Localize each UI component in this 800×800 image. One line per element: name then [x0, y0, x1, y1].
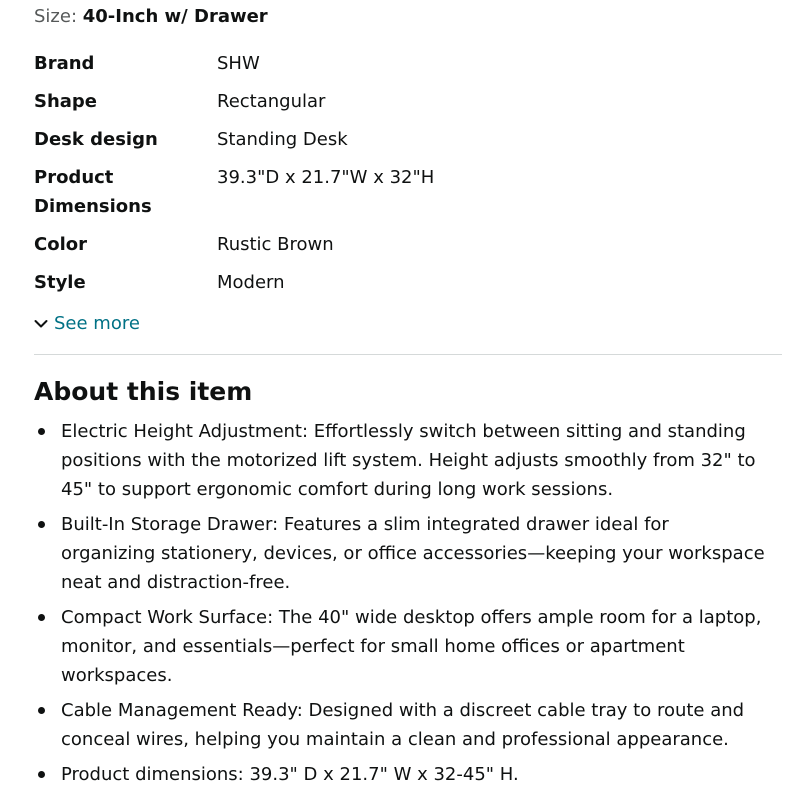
bullet-dot-icon [38, 428, 45, 435]
spec-value: SHW [217, 53, 260, 74]
section-divider [34, 354, 782, 355]
bullet-dot-icon [38, 521, 45, 528]
about-this-item-heading: About this item [34, 377, 253, 406]
spec-label: Style [34, 272, 86, 293]
bullet-text-line: positions with the motorized lift system. Height adjusts smoothly from 32" to [61, 450, 756, 471]
bullet-dot-icon [38, 771, 45, 778]
spec-label-line: Dimensions [34, 196, 152, 217]
size-label: Size: [34, 6, 78, 27]
spec-row-shape [34, 87, 734, 116]
bullet-item [34, 417, 786, 504]
bullet-item [34, 760, 786, 789]
spec-label-line: Product [34, 167, 114, 188]
spec-row-style [34, 268, 734, 297]
bullet-text-line: Built-In Storage Drawer: Features a slim integrated drawer ideal for [61, 514, 669, 535]
spec-row-brand [34, 49, 734, 78]
see-more-link[interactable] [34, 312, 140, 336]
bullet-dot-icon [38, 614, 45, 621]
spec-label: Brand [34, 53, 95, 74]
spec-row-product-dimensions [34, 163, 734, 221]
spec-row-desk-design [34, 125, 734, 154]
bullet-text-line: workspaces. [61, 665, 173, 686]
chevron-down-icon [34, 319, 48, 329]
bullet-text-line: monitor, and essentials—perfect for small home offices or apartment [61, 636, 685, 657]
bullet-text-line: organizing stationery, devices, or office accessories—keeping your workspace [61, 543, 765, 564]
spec-label [34, 163, 217, 221]
product-specs-table [34, 49, 734, 306]
spec-value: Rectangular [217, 91, 326, 112]
size-value: 40-Inch w/ Drawer [82, 6, 268, 27]
bullet-text-line: Compact Work Surface: The 40" wide desktop offers ample room for a laptop, [61, 607, 762, 628]
spec-value: 39.3"D x 21.7"W x 32"H [217, 167, 435, 188]
size-selection [34, 5, 268, 29]
bullet-text-line: 45" to support ergonomic comfort during long work sessions. [61, 479, 614, 500]
bullet-item [34, 510, 786, 597]
see-more-label: See more [54, 313, 140, 334]
bullet-text-line: neat and distraction-free. [61, 572, 291, 593]
bullet-text-line: Product dimensions: 39.3" D x 21.7" W x 32-45" H. [61, 764, 519, 785]
spec-value: Rustic Brown [217, 234, 334, 255]
spec-label: Shape [34, 91, 98, 112]
spec-row-color [34, 230, 734, 259]
about-bullet-list [34, 417, 786, 795]
spec-label: Color [34, 234, 87, 255]
spec-label: Desk design [34, 129, 158, 150]
bullet-item [34, 696, 786, 754]
bullet-text-line: Cable Management Ready: Designed with a discreet cable tray to route and [61, 700, 745, 721]
bullet-dot-icon [38, 707, 45, 714]
spec-value: Standing Desk [217, 129, 348, 150]
bullet-item [34, 603, 786, 690]
spec-value: Modern [217, 272, 285, 293]
bullet-text-line: Electric Height Adjustment: Effortlessly switch between sitting and standing [61, 421, 746, 442]
bullet-text-line: conceal wires, helping you maintain a clean and professional appearance. [61, 729, 729, 750]
